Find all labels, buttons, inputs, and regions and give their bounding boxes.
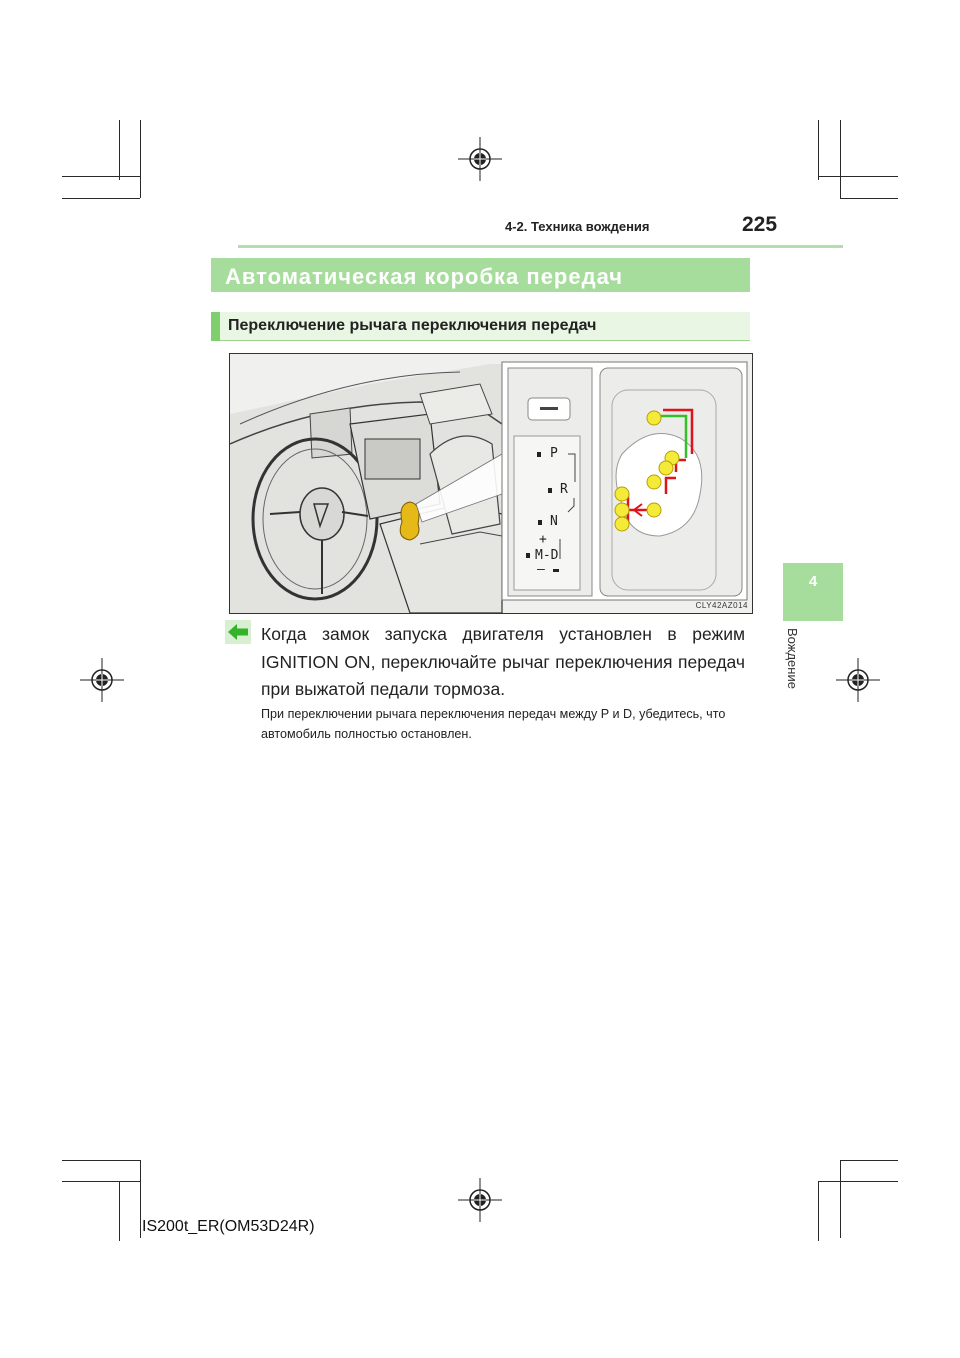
section-subtitle: Переключение рычага переключения передач [228,317,597,334]
left-arrow-icon [225,620,251,644]
gate-label-plus: + [539,532,547,547]
gate-label-p: P [550,446,558,461]
shift-lever-illustration [229,353,753,614]
header-section-title: 4-2. Техника вождения [505,219,650,234]
page-title: Автоматическая коробка передач [225,264,624,289]
gate-label-minus: – [537,562,545,577]
gate-label-m-d: M-D [535,548,559,563]
subtitle-marker [211,312,220,341]
gate-label-n: N [550,514,558,529]
registration-mark-left [80,658,124,702]
registration-mark-top [458,137,502,181]
header-divider [238,245,843,248]
instruction-text: Когда замок запуска двигателя установлен в режим IGNITION ON, переключайте рычаг переключения передач при выжатой педали тормоза. [261,624,745,699]
registration-mark-bottom [458,1178,502,1222]
chapter-number: 4 [808,573,818,590]
chapter-tab [783,563,843,621]
arrow-bullet [225,620,251,644]
chapter-label: Вождение [785,628,800,689]
shift-path-diagram [230,354,752,613]
document-code: IS200t_ER(OM53D24R) [142,1218,315,1235]
figure-code: CLY42AZ014 [695,601,748,610]
page-number: 225 [742,213,778,236]
note-text: При переключении рычага переключения передач между P и D, убедитесь, что автомобиль полностью остановлен. [261,707,726,741]
registration-mark-right [836,658,880,702]
gate-label-r: R [560,482,568,497]
